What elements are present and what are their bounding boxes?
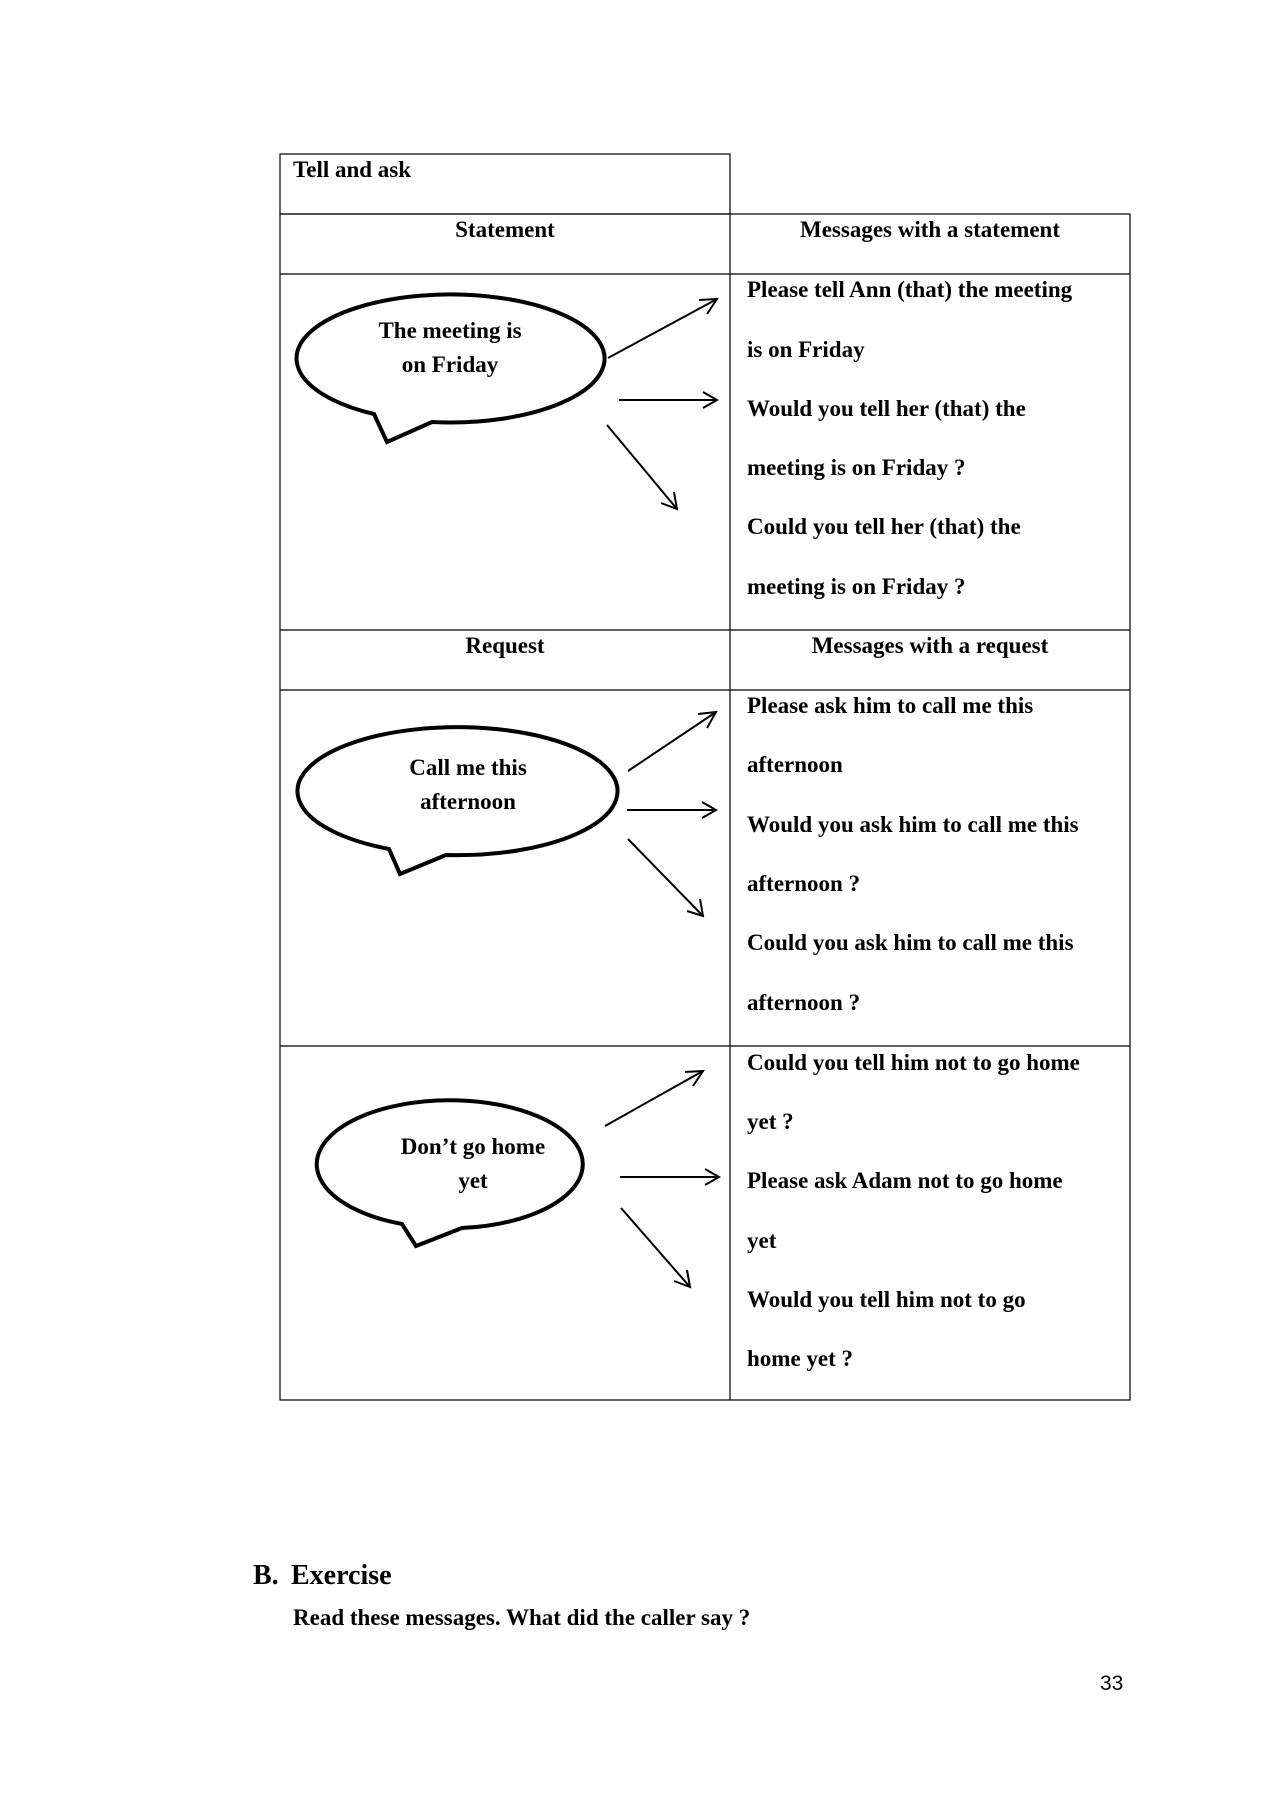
bubble-negative-text bbox=[353, 1130, 593, 1198]
exercise-instruction: Read these messages. What did the caller say ? bbox=[293, 1605, 751, 1630]
bubble-negative-line-2: yet bbox=[458, 1168, 488, 1193]
message-line: afternoon ? bbox=[747, 990, 861, 1015]
statement-messages-header: Messages with a statement bbox=[800, 217, 1060, 242]
request-header: Request bbox=[465, 633, 545, 658]
message-line: yet bbox=[747, 1228, 777, 1253]
arrows-request bbox=[627, 712, 716, 916]
bubble-request-text bbox=[348, 751, 588, 819]
bubble-statement-text bbox=[330, 314, 570, 382]
arrows-negative bbox=[605, 1071, 719, 1287]
message-line: Please ask Adam not to go home bbox=[747, 1168, 1063, 1193]
bubble-statement-line-1: The meeting is bbox=[378, 318, 522, 343]
message-line: afternoon bbox=[747, 752, 843, 777]
message-line: Please ask him to call me this bbox=[747, 693, 1034, 718]
statement-header: Statement bbox=[455, 217, 555, 242]
request-messages-header: Messages with a request bbox=[811, 633, 1049, 658]
message-line: Would you tell her (that) the bbox=[747, 396, 1026, 421]
bubble-statement-line-2: on Friday bbox=[401, 352, 499, 377]
exercise-heading bbox=[253, 1560, 392, 1592]
message-line: Could you ask him to call me this bbox=[747, 930, 1074, 955]
message-line: meeting is on Friday ? bbox=[747, 574, 966, 599]
message-line: Could you tell her (that) the bbox=[747, 514, 1021, 539]
message-line: Could you tell him not to go home bbox=[747, 1050, 1080, 1075]
table-title: Tell and ask bbox=[293, 157, 412, 182]
message-line: meeting is on Friday ? bbox=[747, 455, 966, 480]
message-line: Please tell Ann (that) the meeting bbox=[747, 277, 1073, 302]
message-line: home yet ? bbox=[747, 1346, 854, 1371]
bubble-request-line-2: afternoon bbox=[420, 789, 516, 814]
bubble-request-line-1: Call me this bbox=[409, 755, 527, 780]
message-line: is on Friday bbox=[747, 337, 865, 362]
exercise-title: Exercise bbox=[291, 1560, 392, 1591]
message-line: afternoon ? bbox=[747, 871, 861, 896]
arrows-statement bbox=[607, 299, 717, 509]
bubble-negative-line-1: Don’t go home bbox=[400, 1134, 546, 1159]
message-line: Would you tell him not to go bbox=[747, 1287, 1026, 1312]
page-number: 33 bbox=[1100, 1672, 1124, 1695]
exercise-letter: B. bbox=[253, 1560, 279, 1591]
message-line: yet ? bbox=[747, 1109, 794, 1134]
message-line: Would you ask him to call me this bbox=[747, 812, 1079, 837]
